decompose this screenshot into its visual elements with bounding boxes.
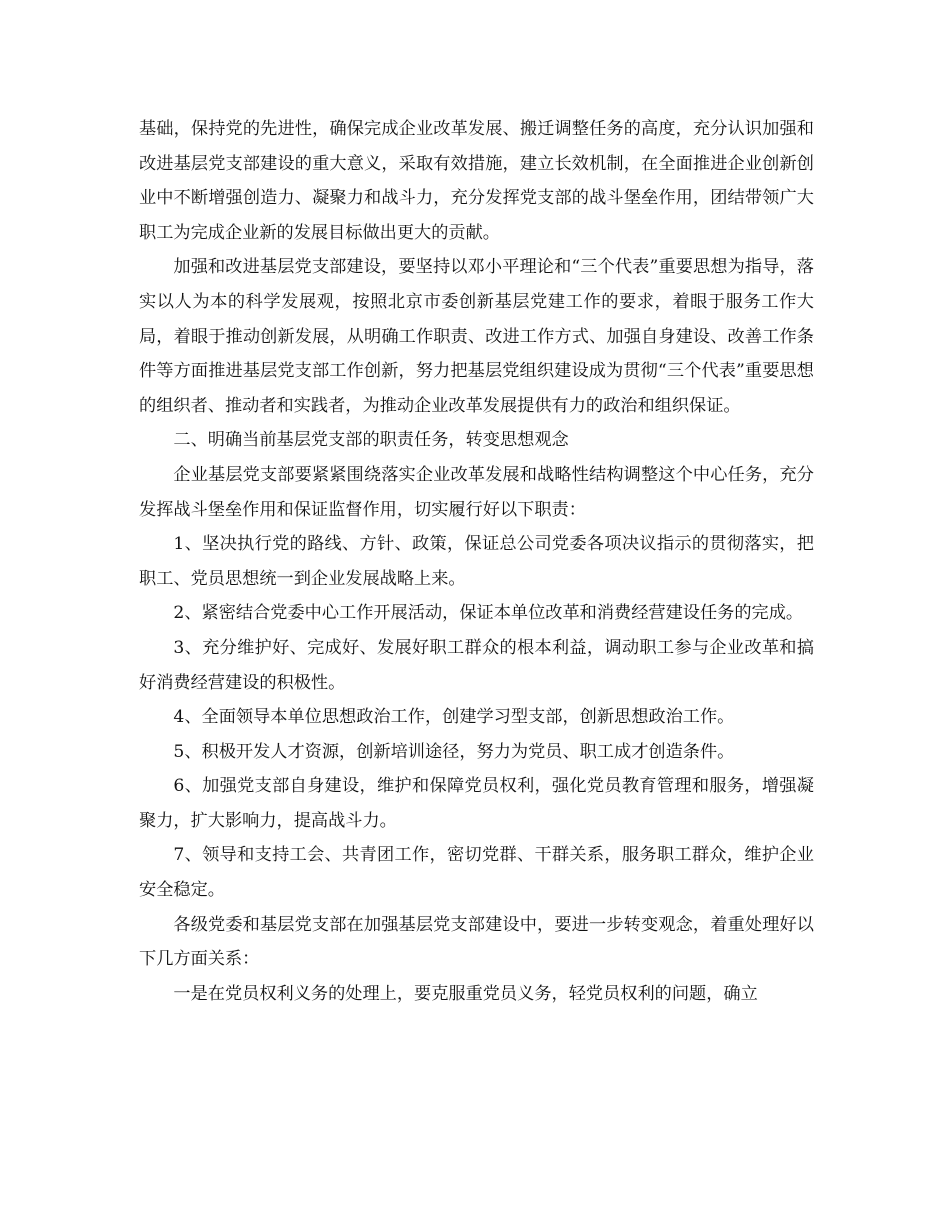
list-item: 6、加强党支部自身建设，维护和保障党员权利，强化党员教育管理和服务，增强凝聚力，扩大影响力，提高战斗力。: [139, 776, 814, 831]
list-item: 4、全面领导本单位思想政治工作，创建学习型支部，创新思想政治工作。: [173, 707, 735, 728]
list-item: 7、领导和支持工会、共青团工作，密切党群、干群关系，服务职工群众，维护企业安全稳定。: [139, 845, 814, 901]
paragraph: 各级党委和基层党支部在加强基层党支部建设中，要进一步转变观念，着重处理好以下几方面关系：: [139, 914, 814, 970]
paragraph: 加强和改进基层党支部建设，要坚持以邓小平理论和“三个代表”重要思想为指导，落实以人为本的科学发展观，按照北京市委创新基层党建工作的要求，着眼于服务工作大局，着眼于推动创新发展，从明确工作职责、改进工作方式、加强自身建设、改善工作条件等方面推进基层党支部工作创新，努力把基层党组织建设成为贯彻“三个代表”重要思想的组织者、推动者和实践者，为推动企业改革发展提供有力的政治和组织保证。: [139, 257, 814, 416]
document-body: [139, 112, 814, 1011]
paragraph: 一是在党员权利义务的处理上，要克服重党员义务，轻党员权利的问题，确立: [173, 983, 758, 1004]
list-item: 1、坚决执行党的路线、方针、政策，保证总公司党委各项决议指示的贯彻落实，把职工、党员思想统一到企业发展战略上来。: [139, 534, 814, 589]
paragraph-continuation: 基础，保持党的先进性，确保完成企业改革发展、搬迁调整任务的高度，充分认识加强和改进基层党支部建设的重大意义，采取有效措施，建立长效机制，在全面推进企业创新创业中不断增强创造力、凝聚力和战斗力，充分发挥党支部的战斗堡垒作用，团结带领广大职工为完成企业新的发展目标做出更大的贡献。: [139, 119, 814, 243]
list-item: 2、紧密结合党委中心工作开展活动，保证本单位改革和消费经营建设任务的完成。: [173, 603, 804, 624]
list-item: 3、充分维护好、完成好、发展好职工群众的根本利益，调动职工参与企业改革和搞好消费经营建设的积极性。: [139, 637, 814, 693]
paragraph: 企业基层党支部要紧紧围绕落实企业改革发展和战略性结构调整这个中心任务，充分发挥战斗堡垒作用和保证监督作用，切实履行好以下职责：: [139, 464, 814, 520]
section-heading: 二、明确当前基层党支部的职责任务，转变思想观念: [173, 430, 569, 451]
list-item: 5、积极开发人才资源，创新培训途径，努力为党员、职工成才创造条件。: [173, 741, 735, 762]
